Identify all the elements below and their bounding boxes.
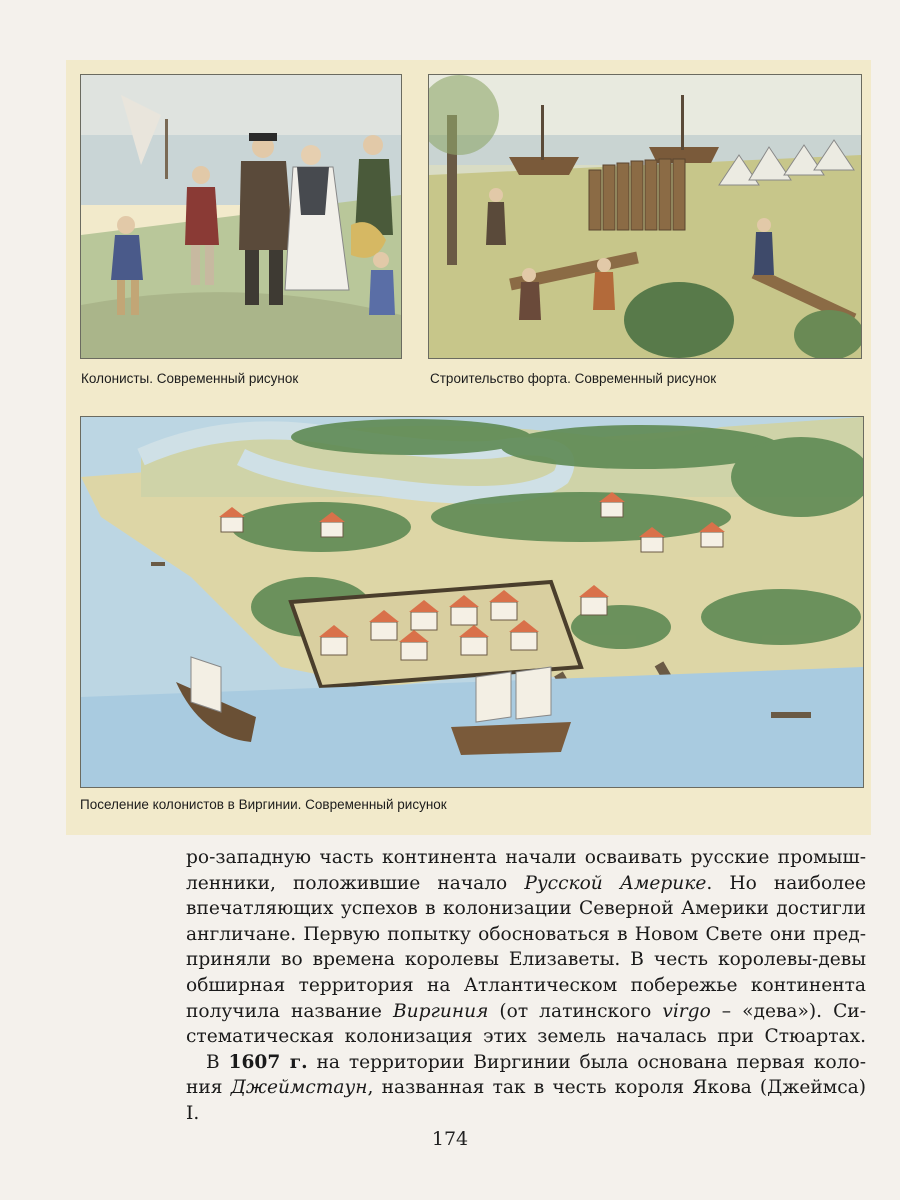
figure-caption: Колонисты. Современный рисунок [81,371,299,386]
figure-caption: Поселение колонистов в Виргинии. Современный рисунок [80,797,447,812]
page-number: 174 [431,1128,469,1150]
text-line: получила название Виргиния (от латинского virgo – «дева»). Си- [186,1000,866,1022]
body-text [186,845,866,1127]
text-line: впечатляющих успехов в колонизации Северной Америки достигли [186,898,866,920]
settlement-illustration [80,416,864,788]
text-line: ния Джеймстаун, названная так в честь короля Якова (Джеймса) I. [186,1077,866,1124]
colonists-illustration [80,74,402,359]
text-line: англичане. Первую попытку обосноваться в Новом Свете они пред- [186,923,866,945]
text-line: ленники, положившие начало Русской Америке. Но наиболее [186,872,866,894]
fort-construction-illustration [428,74,862,359]
text-line: ро-западную часть континента начали осваивать русские промыш- [186,847,866,868]
text-line: приняли во времена королевы Елизаветы. В честь королевы-девы [186,949,866,971]
figure-caption: Строительство форта. Современный рисунок [430,371,717,386]
illustration-panel [66,60,871,835]
text-line: В 1607 г. на территории Виргинии была основана первая коло- [206,1051,866,1073]
text-line: обширная территория на Атлантическом побережье континента [186,974,866,996]
text-line: стематическая колонизация этих земель началась при Стюартах. [186,1026,866,1048]
